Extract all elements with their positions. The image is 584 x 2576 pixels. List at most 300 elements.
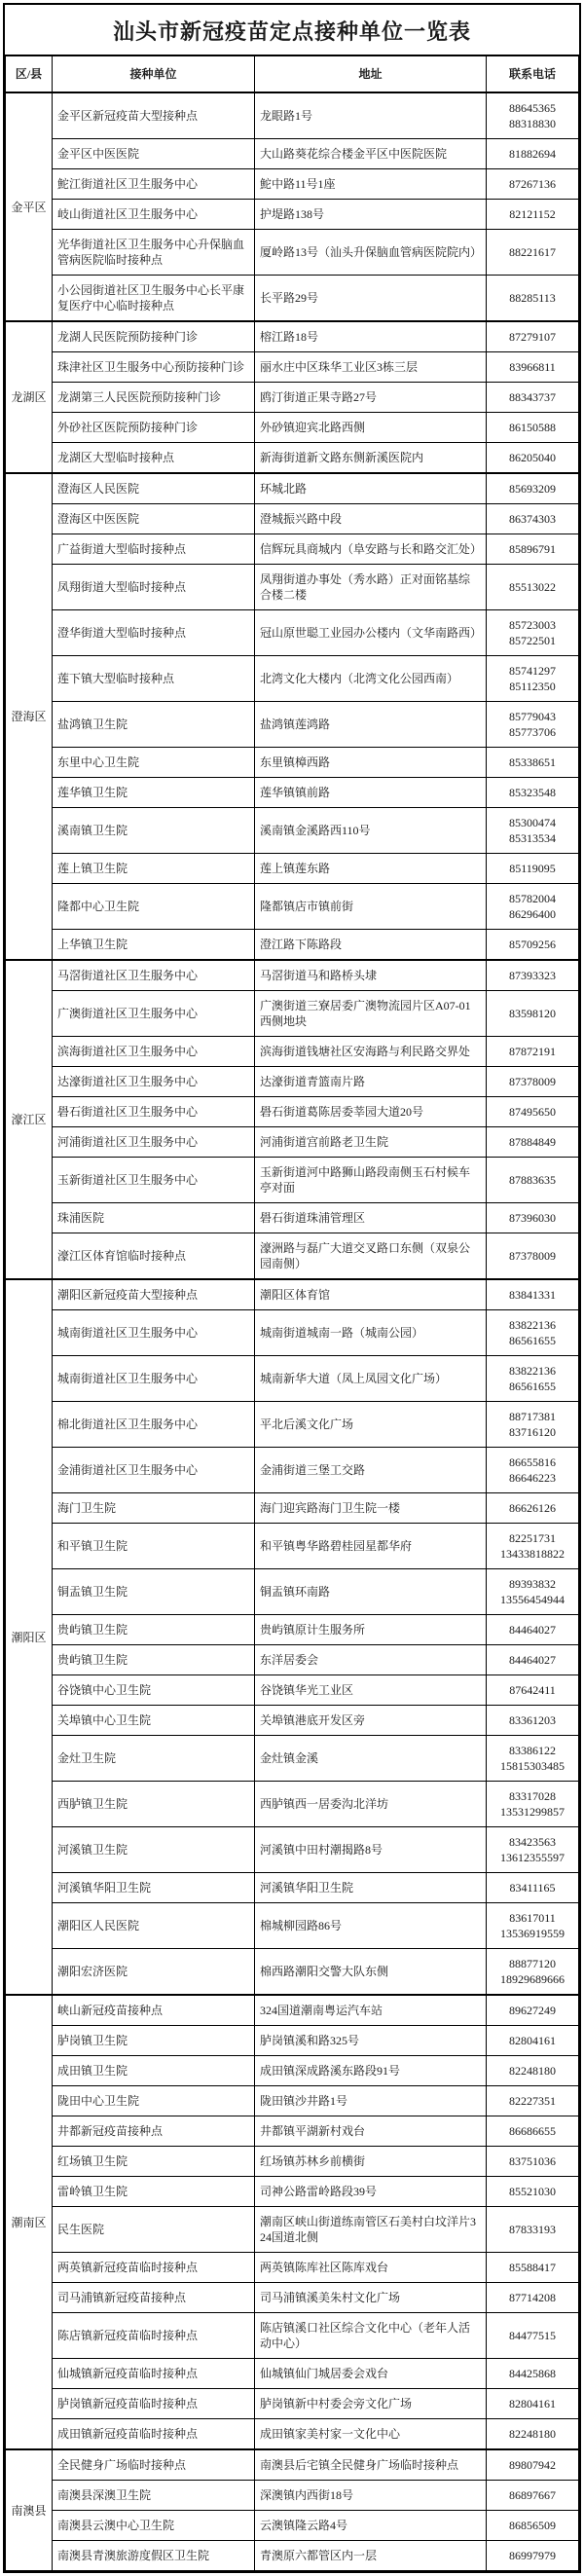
address-cell: 平北后溪文化广场	[255, 1402, 487, 1448]
table-row	[6, 321, 579, 352]
address-cell: 西胪镇西一居委沟北洋坊	[255, 1782, 487, 1827]
address-cell: 盐鸿镇莲鸿路	[255, 702, 487, 748]
unit-cell: 和平镇卫生院	[53, 1524, 255, 1569]
phone-cell	[487, 2313, 579, 2359]
phone-cell	[487, 778, 579, 808]
phone-number: 13556454944	[500, 1593, 565, 1606]
unit-cell: 珠浦医院	[53, 1203, 255, 1233]
address-cell: 环城北路	[255, 473, 487, 504]
table-row	[6, 1310, 579, 1356]
table-row	[6, 1706, 579, 1736]
phone-number: 13433818822	[500, 1547, 565, 1561]
phone-number: 87267136	[509, 177, 556, 191]
table-row	[6, 2359, 579, 2389]
column-header-address: 地址	[255, 55, 487, 92]
table-row	[6, 92, 579, 139]
phone-number: 18929689666	[500, 1972, 565, 1986]
phone-number: 88221617	[509, 245, 556, 259]
phone-number: 86897667	[509, 2488, 556, 2502]
phone-cell	[487, 230, 579, 276]
phone-number: 88318830	[509, 117, 556, 130]
address-cell: 河溪镇华阳卫生院	[255, 1873, 487, 1903]
phone-number: 84425868	[509, 2367, 556, 2380]
phone-number: 83386122	[509, 1744, 556, 1757]
unit-cell: 澄海区人民医院	[53, 473, 255, 504]
address-cell: 深澳镇内西街18号	[255, 2481, 487, 2511]
phone-cell	[487, 610, 579, 656]
table-row	[6, 702, 579, 748]
unit-cell: 民生医院	[53, 2207, 255, 2253]
phone-cell	[487, 565, 579, 610]
phone-cell	[487, 991, 579, 1037]
unit-cell: 胪岗镇卫生院	[53, 2026, 255, 2056]
phone-number: 86626126	[509, 1501, 556, 1515]
address-cell: 溪南镇金溪路西110号	[255, 808, 487, 854]
address-cell: 隆都镇店市镇前街	[255, 884, 487, 930]
phone-cell	[487, 413, 579, 443]
address-cell: 外砂镇迎宾北路西侧	[255, 413, 487, 443]
phone-number: 86205040	[509, 451, 556, 464]
unit-cell: 达濠街道社区卫生服务中心	[53, 1067, 255, 1097]
phone-cell	[487, 1233, 579, 1280]
unit-cell: 峡山新冠疫苗接种点	[53, 1995, 255, 2026]
phone-cell	[487, 352, 579, 383]
address-cell: 澄城振兴路中段	[255, 504, 487, 534]
phone-number: 84464027	[509, 1623, 556, 1637]
address-cell: 玉新街道河中路狮山路段南侧玉石村候车亭对面	[255, 1158, 487, 1203]
phone-number: 87883635	[509, 1173, 556, 1187]
address-cell: 城南新华大道（凤上凤园文化广场）	[255, 1356, 487, 1402]
table-row	[6, 2116, 579, 2147]
unit-cell: 上华镇卫生院	[53, 930, 255, 961]
region-cell: 澄海区	[6, 473, 53, 960]
unit-cell: 金平区中医医院	[53, 139, 255, 169]
phone-number: 86374303	[509, 512, 556, 526]
table-row	[6, 2283, 579, 2313]
address-cell: 厦岭路13号（汕头升保脑血管病医院院内）	[255, 230, 487, 276]
table-row	[6, 991, 579, 1037]
table-body	[6, 92, 579, 2571]
address-cell: 榕江路18号	[255, 321, 487, 352]
unit-cell: 全民健身广场临时接种点	[53, 2449, 255, 2481]
phone-number: 85722501	[509, 634, 556, 647]
unit-cell: 河溪镇卫生院	[53, 1827, 255, 1873]
phone-cell	[487, 2207, 579, 2253]
phone-cell	[487, 1706, 579, 1736]
address-cell: 金灶镇金溪	[255, 1736, 487, 1782]
unit-cell: 铜盂镇卫生院	[53, 1569, 255, 1615]
phone-cell	[487, 2116, 579, 2147]
phone-cell	[487, 702, 579, 748]
unit-cell: 城南街道社区卫生服务中心	[53, 1310, 255, 1356]
unit-cell: 雷岭镇卫生院	[53, 2177, 255, 2207]
table-row	[6, 2541, 579, 2571]
phone-number: 88877120	[509, 1957, 556, 1970]
phone-number: 86646223	[509, 1471, 556, 1485]
table-row	[6, 1037, 579, 1067]
address-cell: 潮阳区体育馆	[255, 1279, 487, 1310]
phone-number: 83411165	[509, 1881, 556, 1895]
table-row	[6, 2389, 579, 2419]
phone-number: 85323548	[509, 786, 556, 799]
header-row	[6, 55, 579, 92]
address-cell: 南澳县后宅镇全民健身广场临时接种点	[255, 2449, 487, 2481]
phone-number: 82804161	[509, 2034, 556, 2047]
unit-cell: 河浦街道社区卫生服务中心	[53, 1127, 255, 1158]
phone-cell	[487, 960, 579, 991]
table-row	[6, 2511, 579, 2541]
phone-number: 82251731	[509, 1531, 556, 1545]
table-row	[6, 1402, 579, 1448]
address-cell: 广澳街道三寮居委广澳物流园片区A07-01西侧地块	[255, 991, 487, 1037]
unit-cell: 潮阳区新冠疫苗大型接种点	[53, 1279, 255, 1310]
phone-number: 89627249	[509, 2004, 556, 2017]
table-row	[6, 1995, 579, 2026]
region-cell: 潮南区	[6, 1995, 53, 2449]
address-cell: 凤翔街道办事处（秀水路）正对面铭基综合楼二楼	[255, 565, 487, 610]
phone-cell	[487, 443, 579, 474]
table-row	[6, 1873, 579, 1903]
address-cell: 胪岗镇溪和路325号	[255, 2026, 487, 2056]
phone-number: 83822136	[509, 1364, 556, 1378]
table-row	[6, 884, 579, 930]
address-cell: 铜盂镇环南路	[255, 1569, 487, 1615]
phone-number: 83423563	[509, 1835, 556, 1849]
unit-cell: 岐山街道社区卫生服务中心	[53, 200, 255, 230]
phone-number: 85773706	[509, 725, 556, 739]
unit-cell: 濠江区体育馆临时接种点	[53, 1233, 255, 1280]
phone-cell	[487, 1356, 579, 1402]
column-header-region: 区/县	[6, 55, 53, 92]
table-row	[6, 169, 579, 200]
phone-number: 83598120	[509, 1007, 556, 1020]
table-row	[6, 2026, 579, 2056]
region-cell: 潮阳区	[6, 1279, 53, 1995]
phone-number: 88717381	[509, 1410, 556, 1423]
phone-cell	[487, 139, 579, 169]
address-cell: 潮南区峡山街道练南管区石美村白坟洋片324国道北侧	[255, 2207, 487, 2253]
table-row	[6, 1158, 579, 1203]
address-cell: 大山路葵花综合楼金平区中医院医院	[255, 139, 487, 169]
phone-cell	[487, 169, 579, 200]
phone-cell	[487, 2359, 579, 2389]
phone-number: 82227351	[509, 2094, 556, 2108]
unit-cell: 西胪镇卫生院	[53, 1782, 255, 1827]
table-row	[6, 565, 579, 610]
table-row	[6, 2207, 579, 2253]
phone-number: 83361203	[509, 1713, 556, 1727]
table-row	[6, 413, 579, 443]
phone-cell	[487, 1097, 579, 1127]
phone-cell	[487, 1675, 579, 1706]
phone-cell	[487, 1448, 579, 1493]
unit-cell: 司马浦镇新冠疫苗接种点	[53, 2283, 255, 2313]
phone-cell	[487, 1873, 579, 1903]
table-row	[6, 656, 579, 702]
address-cell: 礐石街道珠浦管理区	[255, 1203, 487, 1233]
address-cell: 司神公路雷岭路段39号	[255, 2177, 487, 2207]
phone-cell	[487, 2389, 579, 2419]
vaccination-units-table	[5, 55, 579, 2571]
unit-cell: 东里中心卫生院	[53, 748, 255, 778]
unit-cell: 潮阳宏济医院	[53, 1949, 255, 1996]
phone-number: 83841331	[509, 1288, 556, 1302]
phone-number: 85513022	[509, 580, 556, 594]
phone-number: 87495650	[509, 1105, 556, 1119]
table-row	[6, 2481, 579, 2511]
table-row	[6, 1615, 579, 1645]
phone-number: 85119095	[509, 862, 556, 875]
phone-number: 87393323	[509, 969, 556, 982]
phone-cell	[487, 1127, 579, 1158]
phone-number: 82248180	[509, 2427, 556, 2441]
address-cell: 井都镇平湖新村戏台	[255, 2116, 487, 2147]
phone-number: 89807942	[509, 2458, 556, 2472]
unit-cell: 贵屿镇卫生院	[53, 1645, 255, 1675]
phone-number: 88343737	[509, 390, 556, 404]
address-cell: 达濠街道青篮南片路	[255, 1067, 487, 1097]
address-cell: 冠山原世聪工业园办公楼内（文华南路西）	[255, 610, 487, 656]
phone-number: 86561655	[509, 1334, 556, 1347]
phone-cell	[487, 1949, 579, 1996]
unit-cell: 胪岗镇新冠疫苗临时接种点	[53, 2389, 255, 2419]
unit-cell: 棉北街道社区卫生服务中心	[53, 1402, 255, 1448]
address-cell: 濠洲路与磊广大道交叉路口东侧（双泉公园南侧）	[255, 1233, 487, 1280]
unit-cell: 广澳街道社区卫生服务中心	[53, 991, 255, 1037]
table-row	[6, 2086, 579, 2116]
address-cell: 新海街道新文路东侧新溪医院内	[255, 443, 487, 474]
unit-cell: 南澳县深澳卫生院	[53, 2481, 255, 2511]
region-cell: 金平区	[6, 92, 53, 321]
address-cell: 324国道潮南粤运汽车站	[255, 1995, 487, 2026]
phone-cell	[487, 276, 579, 322]
document-frame	[3, 3, 581, 2573]
phone-number: 85709256	[509, 938, 556, 951]
phone-cell	[487, 1203, 579, 1233]
unit-cell: 陈店镇新冠疫苗临时接种点	[53, 2313, 255, 2359]
address-cell: 滨海街道钱塘社区安海路与利民路交界处	[255, 1037, 487, 1067]
phone-number: 87279107	[509, 330, 556, 344]
table-row	[6, 854, 579, 884]
address-cell: 陇田镇沙井路1号	[255, 2086, 487, 2116]
phone-cell	[487, 930, 579, 961]
address-cell: 北湾文化大楼内（北湾文化公园西南）	[255, 656, 487, 702]
unit-cell: 滨海街道社区卫生服务中心	[53, 1037, 255, 1067]
unit-cell: 两英镇新冠疫苗临时接种点	[53, 2253, 255, 2283]
address-cell: 司马浦镇溪美朱村文化广场	[255, 2283, 487, 2313]
phone-cell	[487, 656, 579, 702]
address-cell: 莲上镇莲东路	[255, 854, 487, 884]
address-cell: 和平镇粤华路碧桂园星都华府	[255, 1524, 487, 1569]
phone-cell	[487, 2449, 579, 2481]
address-cell: 护堤路138号	[255, 200, 487, 230]
address-cell: 仙城镇仙门城居委会戏台	[255, 2359, 487, 2389]
phone-cell	[487, 1995, 579, 2026]
address-cell: 河浦街道宫前路老卫生院	[255, 1127, 487, 1158]
table-row	[6, 276, 579, 322]
address-cell: 两英镇陈库社区陈库戏台	[255, 2253, 487, 2283]
unit-cell: 关埠镇中心卫生院	[53, 1706, 255, 1736]
unit-cell: 龙湖人民医院预防接种门诊	[53, 321, 255, 352]
phone-number: 83822136	[509, 1318, 556, 1332]
table-row	[6, 534, 579, 565]
phone-cell	[487, 473, 579, 504]
unit-cell: 马滘街道社区卫生服务中心	[53, 960, 255, 991]
phone-cell	[487, 2026, 579, 2056]
unit-cell: 成田镇新冠疫苗临时接种点	[53, 2419, 255, 2450]
table-row	[6, 1203, 579, 1233]
phone-number: 88285113	[509, 291, 556, 305]
unit-cell: 澄海区中医医院	[53, 504, 255, 534]
unit-cell: 贵屿镇卫生院	[53, 1615, 255, 1645]
address-cell: 成田镇深成路溪东路段91号	[255, 2056, 487, 2086]
table-row	[6, 2313, 579, 2359]
address-cell: 礐石街道葛陈居委莘园大道20号	[255, 1097, 487, 1127]
phone-cell	[487, 534, 579, 565]
address-cell: 莲华镇镇前路	[255, 778, 487, 808]
address-cell: 鸥汀街道正果寺路27号	[255, 383, 487, 413]
phone-cell	[487, 2177, 579, 2207]
column-header-unit: 接种单位	[53, 55, 255, 92]
address-cell: 棉西路潮阳交警大队东侧	[255, 1949, 487, 1996]
unit-cell: 隆都中心卫生院	[53, 884, 255, 930]
phone-cell	[487, 884, 579, 930]
phone-number: 85782004	[509, 892, 556, 905]
address-cell: 谷饶镇华光工业区	[255, 1675, 487, 1706]
address-cell: 红场镇苏林乡前横街	[255, 2147, 487, 2177]
unit-cell: 凤翔街道大型临时接种点	[53, 565, 255, 610]
unit-cell: 成田镇卫生院	[53, 2056, 255, 2086]
phone-cell	[487, 1158, 579, 1203]
table-row	[6, 2056, 579, 2086]
table-row	[6, 960, 579, 991]
phone-cell	[487, 383, 579, 413]
phone-number: 82248180	[509, 2064, 556, 2078]
phone-cell	[487, 504, 579, 534]
table-row	[6, 200, 579, 230]
phone-cell	[487, 2541, 579, 2571]
address-cell: 海门迎宾路海门卫生院一楼	[255, 1493, 487, 1524]
address-cell: 成田镇家美村家一文化中心	[255, 2419, 487, 2450]
phone-cell	[487, 854, 579, 884]
phone-cell	[487, 1402, 579, 1448]
phone-number: 86150588	[509, 421, 556, 434]
unit-cell: 南澳县青澳旅游度假区卫生院	[53, 2541, 255, 2571]
unit-cell: 莲华镇卫生院	[53, 778, 255, 808]
table-row	[6, 2147, 579, 2177]
unit-cell: 海门卫生院	[53, 1493, 255, 1524]
table-row	[6, 1097, 579, 1127]
phone-number: 86561655	[509, 1380, 556, 1393]
address-cell: 东洋居委会	[255, 1645, 487, 1675]
address-cell: 长平路29号	[255, 276, 487, 322]
phone-number: 83966811	[509, 360, 556, 374]
phone-number: 85300474	[509, 816, 556, 829]
address-cell: 东里镇樟西路	[255, 748, 487, 778]
phone-number: 84464027	[509, 1653, 556, 1667]
phone-number: 82121152	[509, 207, 556, 221]
phone-cell	[487, 808, 579, 854]
table-row	[6, 230, 579, 276]
phone-number: 85313534	[509, 831, 556, 845]
address-cell: 贵屿镇原计生服务所	[255, 1615, 487, 1645]
phone-number: 87884849	[509, 1135, 556, 1149]
phone-cell	[487, 200, 579, 230]
unit-cell: 金灶卫生院	[53, 1736, 255, 1782]
phone-number: 88645365	[509, 101, 556, 115]
unit-cell: 南澳县云澳中心卫生院	[53, 2511, 255, 2541]
table-row	[6, 1569, 579, 1615]
phone-number: 87714208	[509, 2291, 556, 2304]
table-row	[6, 748, 579, 778]
unit-cell: 鮀江街道社区卫生服务中心	[53, 169, 255, 200]
unit-cell: 陇田中心卫生院	[53, 2086, 255, 2116]
address-cell: 信辉玩具商城内（阜安路与长和路交汇处）	[255, 534, 487, 565]
phone-number: 83716120	[509, 1425, 556, 1439]
table-row	[6, 1675, 579, 1706]
table-row	[6, 2449, 579, 2481]
phone-number: 87872191	[509, 1045, 556, 1058]
phone-cell	[487, 2283, 579, 2313]
phone-cell	[487, 748, 579, 778]
unit-cell: 莲上镇卫生院	[53, 854, 255, 884]
page-title: 汕头市新冠疫苗定点接种单位一览表	[112, 19, 471, 44]
phone-number: 85112350	[509, 680, 556, 693]
address-cell: 金浦街道三堡工交路	[255, 1448, 487, 1493]
phone-number: 85521030	[509, 2185, 556, 2198]
unit-cell: 谷饶镇中心卫生院	[53, 1675, 255, 1706]
phone-cell	[487, 1310, 579, 1356]
phone-number: 86296400	[509, 907, 556, 921]
table-row	[6, 139, 579, 169]
table-row	[6, 1448, 579, 1493]
table-row	[6, 1127, 579, 1158]
table-row	[6, 443, 579, 474]
region-cell: 南澳县	[6, 2449, 53, 2571]
table-row	[6, 352, 579, 383]
phone-number: 86997979	[509, 2549, 556, 2562]
address-cell: 马滘街道马和路桥头埭	[255, 960, 487, 991]
phone-number: 89393832	[509, 1577, 556, 1591]
table-row	[6, 1067, 579, 1097]
table-row	[6, 1903, 579, 1949]
phone-number: 83617011	[509, 1911, 556, 1925]
table-row	[6, 1949, 579, 1996]
unit-cell: 龙湖区大型临时接种点	[53, 443, 255, 474]
table-row	[6, 1524, 579, 1569]
phone-number: 85779043	[509, 710, 556, 723]
unit-cell: 玉新街道社区卫生服务中心	[53, 1158, 255, 1203]
address-cell: 棉城柳园路86号	[255, 1903, 487, 1949]
phone-cell	[487, 1782, 579, 1827]
address-cell: 龙眼路1号	[255, 92, 487, 139]
table-row	[6, 808, 579, 854]
table-row	[6, 1645, 579, 1675]
phone-number: 86686655	[509, 2124, 556, 2138]
unit-cell: 潮阳区人民医院	[53, 1903, 255, 1949]
unit-cell: 珠津社区卫生服务中心预防接种门诊	[53, 352, 255, 383]
address-cell: 河溪镇中田村潮揭路8号	[255, 1827, 487, 1873]
phone-number: 81882694	[509, 147, 556, 161]
phone-number: 85693209	[509, 482, 556, 496]
unit-cell: 龙湖第三人民医院预防接种门诊	[53, 383, 255, 413]
phone-number: 86655816	[509, 1455, 556, 1469]
phone-cell	[487, 2056, 579, 2086]
region-cell: 龙湖区	[6, 321, 53, 473]
phone-cell	[487, 1037, 579, 1067]
phone-number: 87642411	[509, 1683, 556, 1697]
unit-cell: 盐鸿镇卫生院	[53, 702, 255, 748]
